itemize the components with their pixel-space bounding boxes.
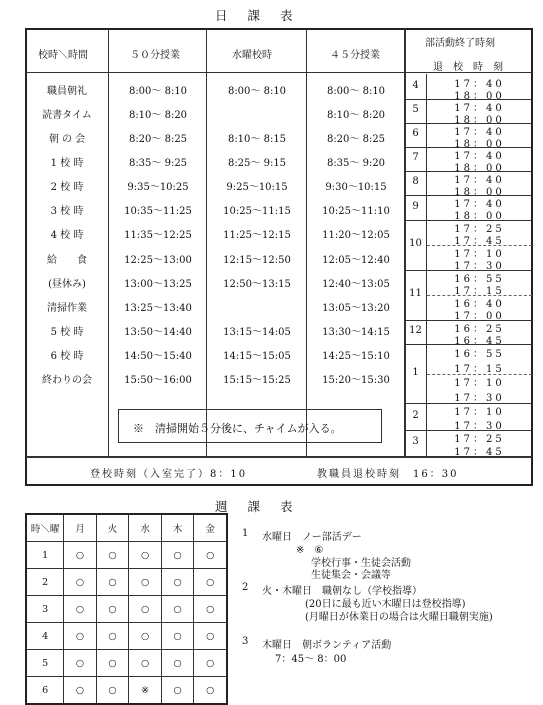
club-month: 2 — [412, 409, 419, 421]
arrival-time: 登校時刻（入室完了）8：10 — [90, 469, 248, 480]
weekday-header: 火 — [96, 514, 129, 542]
time-wednesday: 11:25～12:15 — [223, 230, 291, 241]
weekly-period: 5 — [26, 650, 64, 677]
header-45min: ４５分授業 — [330, 50, 380, 61]
club-month: 10 — [409, 238, 422, 249]
weekly-cell: ○ — [194, 677, 227, 705]
period-name: 朝 の 会 — [48, 134, 86, 145]
club-month: 11 — [409, 288, 422, 299]
club-end-time: 18：00 — [454, 162, 505, 174]
weekly-period: 2 — [26, 569, 64, 596]
weekly-row — [26, 542, 227, 569]
weekly-note-number: 1 — [242, 528, 249, 539]
header-period: 校時＼時間 — [38, 50, 88, 61]
club-month: 3 — [412, 436, 419, 447]
weekly-cell: ○ — [129, 542, 162, 569]
time-wednesday: 8:25～ 9:15 — [227, 158, 287, 169]
period-name: 1 校 時 — [50, 158, 84, 169]
time-wednesday: 8:00～ 8:10 — [227, 86, 287, 97]
weekly-note-line: 木曜日 朝ボランティア活動 — [262, 640, 392, 651]
weekday-header: 金 — [194, 514, 227, 542]
club-end-time: 17：40 — [454, 78, 505, 90]
weekly-note-number: 2 — [242, 582, 249, 593]
club-month: 5 — [412, 104, 419, 115]
weekday-header: 木 — [161, 514, 194, 542]
club-end-time: 16：25 — [454, 323, 505, 335]
club-end-time: 17：40 — [454, 102, 505, 114]
period-name: 職員朝礼 — [47, 86, 87, 97]
period-name: 読書タイム — [42, 110, 92, 121]
weekday-header: 水 — [129, 514, 162, 542]
weekly-cell: ○ — [96, 677, 129, 705]
weekly-note-line: 火・木曜日 職朝なし（学校指導） — [262, 586, 422, 597]
weekly-cell: ○ — [161, 650, 194, 677]
club-month: 8 — [412, 176, 419, 187]
club-end-time: 17：30 — [454, 420, 505, 432]
weekly-cell: ○ — [129, 623, 162, 650]
header-club-end: 部活動終了時刻 — [425, 38, 495, 49]
club-end-time: 17：15 — [454, 286, 505, 298]
weekly-note-line: (20日に最も近い木曜日は登校指導) — [305, 599, 466, 610]
weekly-period: 1 — [26, 542, 64, 569]
weekly-cell: ○ — [194, 569, 227, 596]
club-end-time: 18：00 — [454, 138, 505, 150]
period-name: 5 校 時 — [50, 327, 84, 338]
club-end-time: 16：45 — [454, 335, 505, 347]
weekly-cell: ○ — [64, 542, 97, 569]
weekly-note-line: 生徒集会・会議等 — [311, 570, 391, 581]
period-name: 終わりの会 — [42, 375, 92, 386]
cleaning-note — [118, 409, 382, 443]
weekly-note-line: 学校行事・生徒会活動 — [311, 558, 411, 569]
club-end-time: 18：00 — [454, 211, 505, 223]
time-wednesday: 9:25～10:15 — [226, 182, 288, 193]
club-month: 4 — [412, 80, 419, 91]
time-45min: 11:20～12:05 — [322, 230, 390, 241]
club-end-time: 17：40 — [454, 174, 505, 186]
time-50min: 8:35～ 9:25 — [128, 158, 188, 169]
club-end-time: 17：10 — [454, 248, 505, 260]
period-name: 4 校 時 — [50, 230, 84, 241]
header-wednesday: 水曜校時 — [232, 50, 272, 61]
cleaning-note-text: ※ 清掃開始５分後に、チャイムが入る。 — [133, 422, 342, 435]
time-50min: 13:00～13:25 — [124, 279, 192, 290]
club-end-time: 17：15 — [454, 363, 505, 375]
weekly-schedule-table — [25, 513, 228, 705]
time-45min: 15:20～15:30 — [322, 375, 390, 386]
period-name: 3 校 時 — [50, 206, 84, 217]
time-45min: 13:05～13:20 — [322, 303, 390, 314]
weekly-cell: ○ — [64, 650, 97, 677]
weekly-row — [26, 596, 227, 623]
time-50min: 10:35～11:25 — [124, 206, 192, 217]
time-50min: 9:35～10:25 — [127, 182, 189, 193]
club-end-time: 17：25 — [454, 434, 505, 445]
time-45min: 8:35～ 9:20 — [326, 158, 386, 169]
weekly-note-line: (月曜日が休業日の場合は火曜日職朝実施) — [305, 612, 493, 623]
weekly-note-line: ※ ⑥ — [296, 545, 324, 556]
period-name: 清掃作業 — [47, 303, 87, 314]
weekly-cell: ○ — [194, 623, 227, 650]
time-45min: 8:10～ 8:20 — [326, 110, 386, 121]
club-end-time: 17：10 — [454, 407, 505, 419]
time-45min: 8:20～ 8:25 — [326, 134, 386, 145]
header-50min: ５０分授業 — [130, 50, 180, 61]
weekly-note-line: 7：45～ 8：00 — [275, 654, 347, 665]
weekly-cell: ○ — [194, 542, 227, 569]
club-end-time: 17：25 — [454, 223, 505, 235]
time-wednesday: 14:15～15:05 — [223, 351, 291, 362]
weekly-cell: ○ — [64, 677, 97, 705]
weekly-cell: ○ — [161, 569, 194, 596]
header-leave-time: 退 校 時 刻 — [433, 62, 503, 73]
weekday-header: 時＼曜 — [26, 514, 64, 542]
weekly-row — [26, 650, 227, 677]
club-end-time: 17：40 — [454, 198, 505, 210]
time-50min: 12:25～13:00 — [124, 255, 192, 266]
time-wednesday: 8:10～ 8:15 — [227, 134, 287, 145]
time-50min: 8:00～ 8:10 — [128, 86, 188, 97]
club-end-time: 17：40 — [454, 126, 505, 138]
time-45min: 8:00～ 8:10 — [326, 86, 386, 97]
weekly-cell: ○ — [96, 650, 129, 677]
period-name: 2 校 時 — [50, 182, 84, 193]
weekly-cell: ※ — [129, 677, 162, 705]
weekly-row — [26, 677, 227, 705]
club-end-time: 16：40 — [454, 298, 505, 310]
time-50min: 8:20～ 8:25 — [128, 134, 188, 145]
club-end-time: 17：45 — [454, 236, 505, 248]
weekly-cell: ○ — [129, 569, 162, 596]
daily-schedule-title: 日課表 — [215, 8, 313, 23]
club-month: 1 — [412, 366, 419, 378]
club-month: 12 — [409, 325, 422, 336]
weekly-cell: ○ — [96, 569, 129, 596]
period-name: 給 食 — [47, 255, 87, 266]
weekly-cell: ○ — [194, 596, 227, 623]
weekly-schedule-title: 週課表 — [215, 499, 313, 514]
weekly-cell: ○ — [64, 596, 97, 623]
weekly-cell: ○ — [161, 596, 194, 623]
time-50min: 11:35～12:25 — [124, 230, 192, 241]
weekly-note-number: 3 — [242, 636, 249, 647]
weekly-cell: ○ — [129, 650, 162, 677]
club-month: 6 — [412, 128, 419, 139]
club-end-time: 17：00 — [454, 311, 505, 323]
time-45min: 9:30～10:15 — [325, 182, 387, 193]
club-end-time: 17：30 — [454, 261, 505, 273]
time-wednesday: 13:15～14:05 — [223, 327, 291, 338]
weekly-period: 6 — [26, 677, 64, 705]
weekly-cell: ○ — [129, 596, 162, 623]
period-name: 6 校 時 — [50, 351, 84, 362]
weekly-cell: ○ — [194, 650, 227, 677]
club-end-time: 17：10 — [454, 378, 505, 390]
club-end-time: 17：40 — [454, 150, 505, 162]
club-month: 7 — [412, 152, 419, 163]
time-45min: 12:40～13:05 — [322, 279, 390, 290]
club-end-time: 17：45 — [454, 447, 505, 458]
weekly-cell: ○ — [161, 623, 194, 650]
time-45min: 12:05～12:40 — [322, 255, 390, 266]
weekly-header-row — [26, 514, 227, 542]
time-45min: 14:25～15:10 — [322, 351, 390, 362]
time-50min: 13:50～14:40 — [124, 327, 192, 338]
weekly-row — [26, 569, 227, 596]
weekly-cell: ○ — [96, 542, 129, 569]
time-50min: 14:50～15:40 — [124, 351, 192, 362]
period-name: (昼休み) — [48, 279, 86, 290]
weekly-period: 4 — [26, 623, 64, 650]
weekly-row — [26, 623, 227, 650]
time-wednesday: 12:15～12:50 — [223, 255, 291, 266]
club-end-time: 16：55 — [454, 348, 505, 360]
club-month: 9 — [412, 200, 419, 212]
time-50min: 15:50～16:00 — [124, 375, 192, 386]
club-end-time: 18：00 — [454, 114, 505, 126]
weekly-period: 3 — [26, 596, 64, 623]
time-45min: 10:25～11:10 — [322, 206, 390, 217]
staff-leave-time: 教職員退校時刻 16：30 — [317, 469, 459, 480]
weekly-cell: ○ — [96, 623, 129, 650]
weekly-cell: ○ — [64, 623, 97, 650]
weekly-cell: ○ — [161, 542, 194, 569]
club-end-time: 18：00 — [454, 90, 505, 102]
club-end-time: 17：30 — [454, 393, 505, 405]
time-50min: 8:10～ 8:20 — [128, 110, 188, 121]
time-wednesday: 15:15～15:25 — [223, 375, 291, 386]
weekday-header: 月 — [64, 514, 97, 542]
time-45min: 13:30～14:15 — [322, 327, 390, 338]
time-wednesday: 10:25～11:15 — [223, 206, 291, 217]
weekly-note-line: 水曜日 ノー部活デー — [262, 532, 362, 543]
weekly-cell: ○ — [161, 677, 194, 705]
weekly-cell: ○ — [96, 596, 129, 623]
club-end-time: 18：00 — [454, 186, 505, 198]
time-wednesday: 12:50～13:15 — [223, 279, 291, 290]
time-50min: 13:25～13:40 — [124, 303, 192, 314]
club-end-time: 16：55 — [454, 273, 505, 285]
weekly-cell: ○ — [64, 569, 97, 596]
